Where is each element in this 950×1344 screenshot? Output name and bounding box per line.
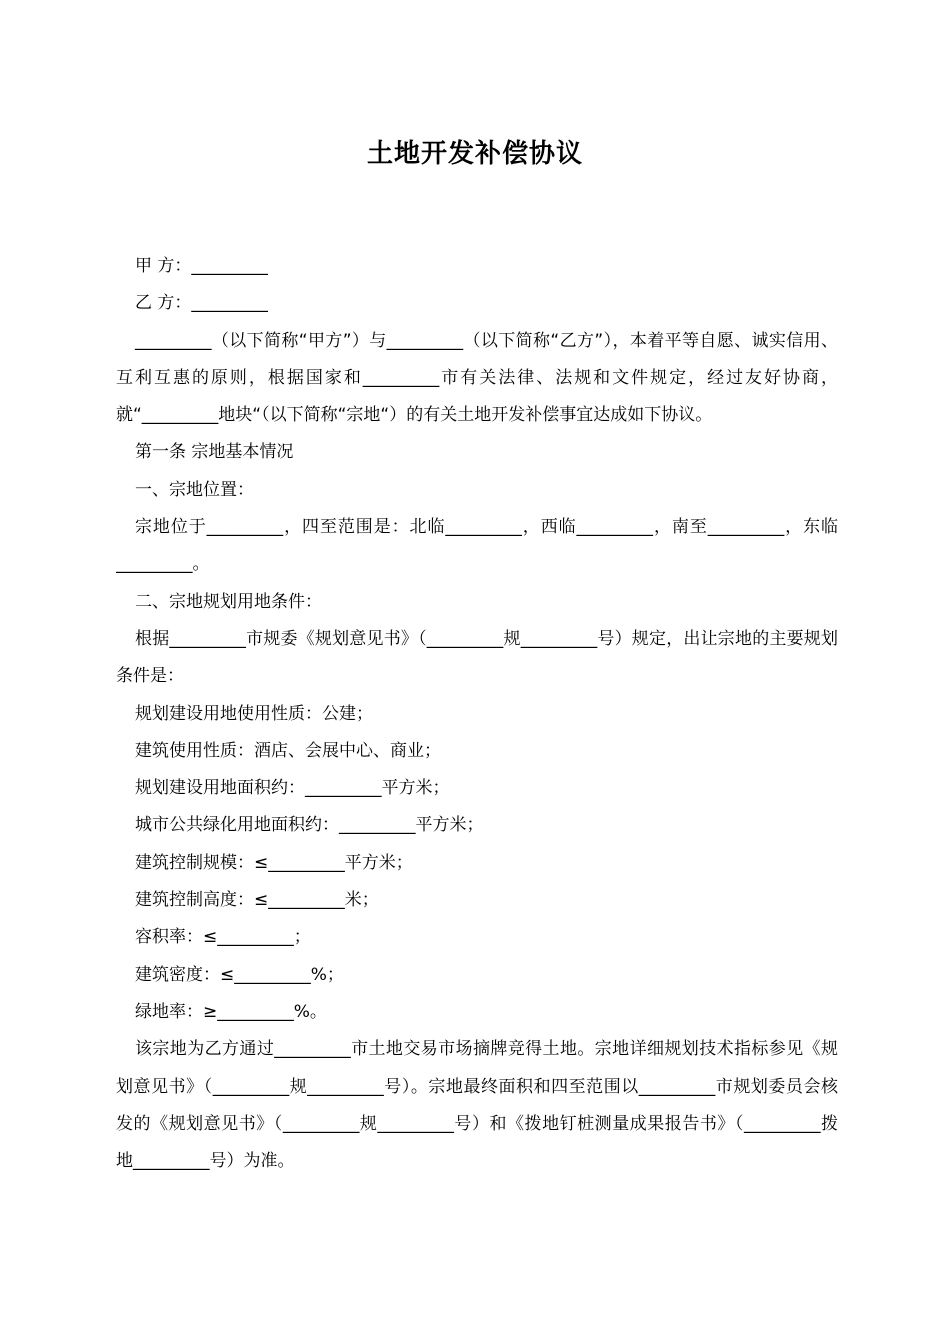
document-body bbox=[116, 248, 838, 1180]
building-scale-line: 建筑控制规模：≤_________平方米； bbox=[135, 852, 413, 873]
green-area-line: 城市公共绿化用地面积约：_________平方米； bbox=[135, 815, 484, 836]
section-location-heading: 一、宗地位置： bbox=[135, 479, 254, 500]
land-use-nature-line: 规划建设用地使用性质：公建； bbox=[135, 703, 373, 724]
location-paragraph: 宗地位于_________，四至范围是：北临_________，西临_________，南至_________，东临_________。 bbox=[116, 517, 838, 575]
planning-paragraph: 根据_________市规委《规划意见书》（_________规_________号）规定，出让宗地的主要规划条件是： bbox=[116, 628, 838, 687]
party-b-line: 乙 方：_________ bbox=[135, 293, 268, 314]
land-area-line: 规划建设用地面积约：_________平方米； bbox=[135, 778, 450, 799]
building-use-line: 建筑使用性质：酒店、会展中心、商业； bbox=[135, 740, 441, 761]
building-height-line: 建筑控制高度：≤_________米； bbox=[135, 890, 379, 911]
party-a-line: 甲 方：_________ bbox=[135, 256, 268, 276]
document-title: 土地开发补偿协议 bbox=[366, 139, 583, 169]
preamble-paragraph: _________（以下简称“甲方”）与_________（以下简称“乙方”），本着平等自愿、诚实信用、互利互惠的原则，根据国家和_________市有关法律、法规和文件规定，经过友好协商，就“_________地块“（以下简称“宗地“）的有关土地开发补偿事宜达成如下协议。 bbox=[116, 330, 838, 426]
acquisition-paragraph: 该宗地为乙方通过_________市土地交易市场摘牌竞得土地。宗地详细规划技术指标参见《规划意见书》（_________规_________号）。宗地最终面积和四至范围以_________市规划委员会核发的《规划意见书》（_________规_________号）和《拨地钉桩测量成果报告书》（_________拨地_________号）为准。 bbox=[116, 1039, 838, 1172]
section-planning-heading: 二、宗地规划用地条件： bbox=[135, 591, 322, 612]
green-ratio-line: 绿地率：≥_________%。 bbox=[135, 1001, 327, 1022]
plot-ratio-line: 容积率：≤_________； bbox=[135, 927, 311, 948]
building-density-line: 建筑密度：≤_________%； bbox=[135, 964, 344, 985]
article-one-heading: 第一条 宗地基本情况 bbox=[135, 442, 294, 463]
